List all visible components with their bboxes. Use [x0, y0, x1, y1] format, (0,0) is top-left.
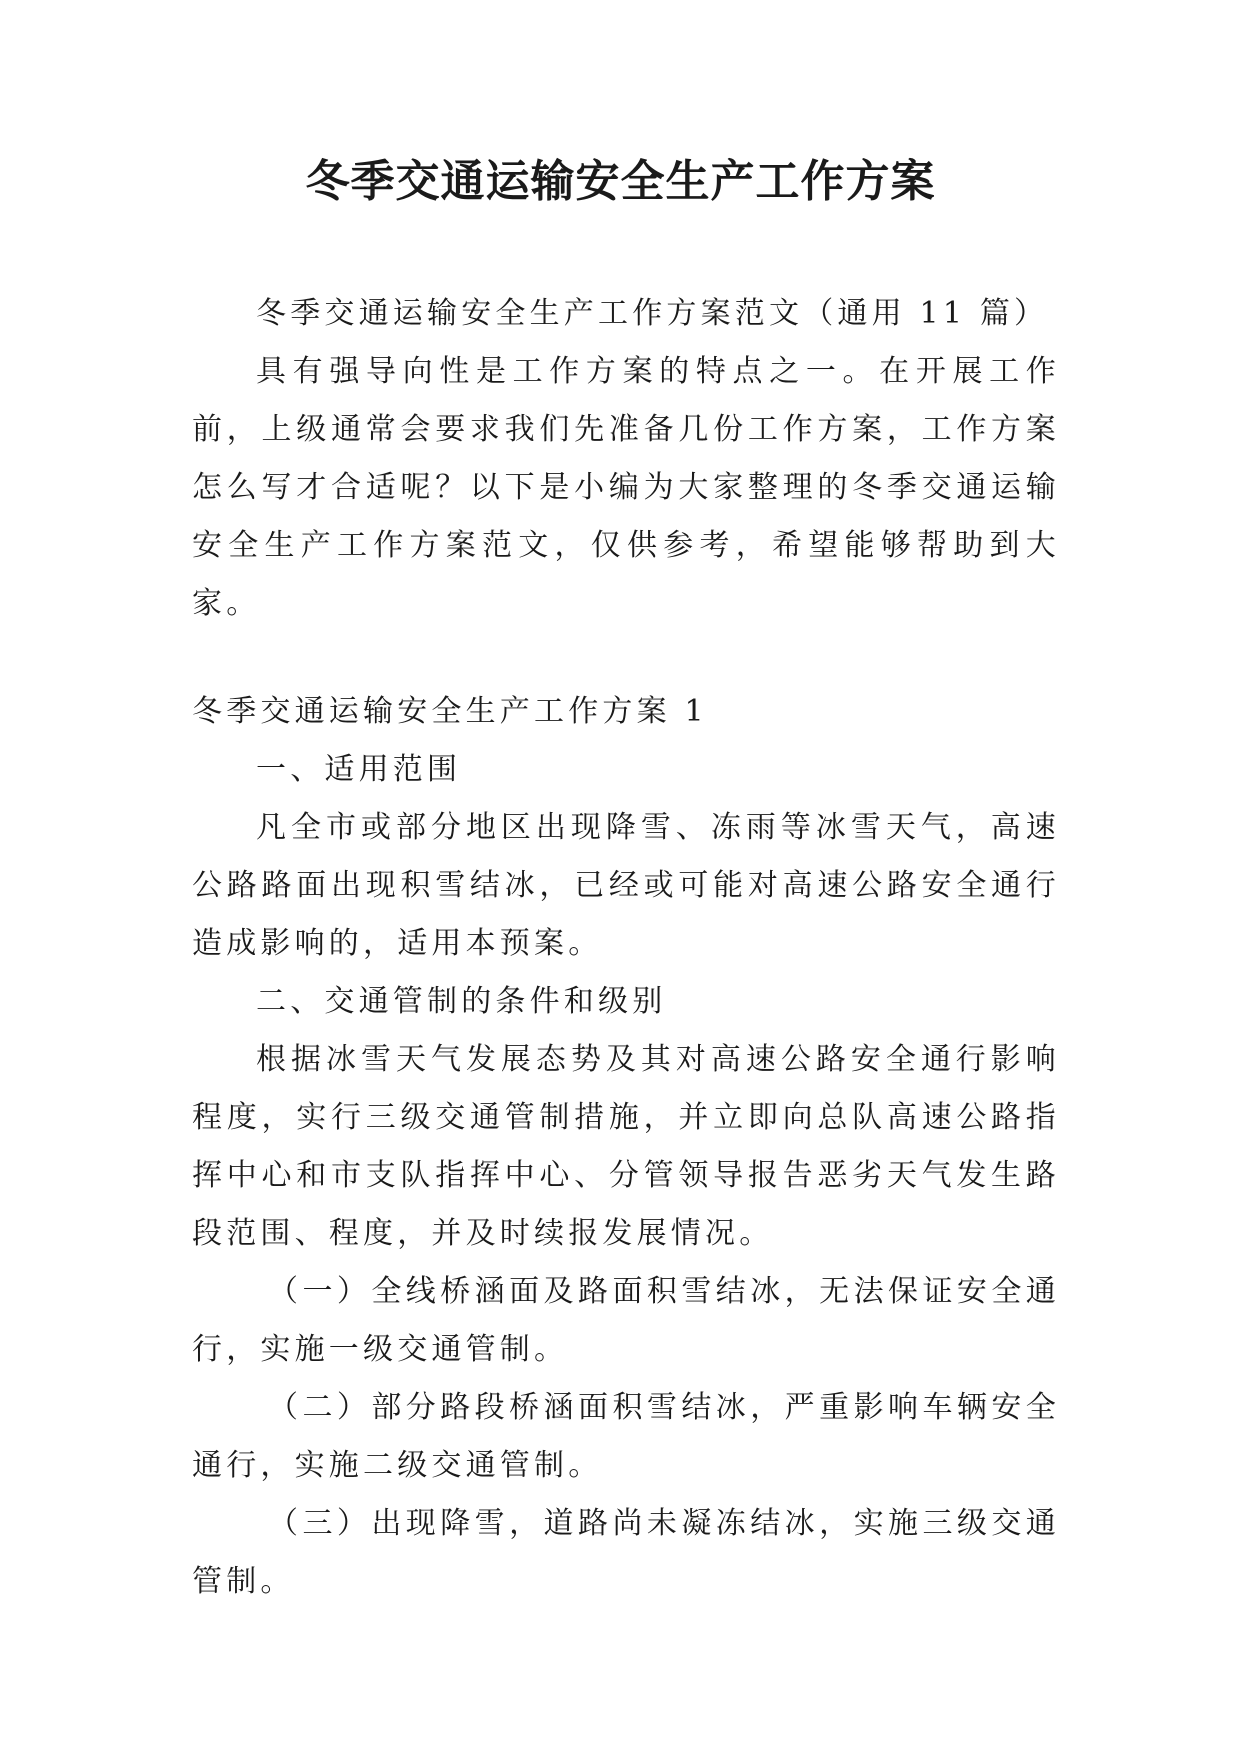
- control-levels-paragraph: 根据冰雪天气发展态势及其对高速公路安全通行影响程度，实行三级交通管制措施，并立即向总队高速公路指挥中心和市支队指挥中心、分管领导报告恶劣天气发生路段范围、程度，并及时续报发展情况。: [192, 1042, 1060, 1251]
- document-subtitle: 冬季交通运输安全生产工作方案范文（通用 11 篇）: [256, 296, 1049, 331]
- list-item-level-3: （三）出现降雪，道路尚未凝冻结冰，实施三级交通管制。: [192, 1506, 1060, 1599]
- heading-control-levels: 二、交通管制的条件和级别: [256, 984, 667, 1019]
- list-item-level-1: （一）全线桥涵面及路面积雪结冰，无法保证安全通行，实施一级交通管制。: [192, 1274, 1060, 1367]
- list-item-level-2: （二）部分路段桥涵面积雪结冰，严重影响车辆安全通行，实施二级交通管制。: [192, 1390, 1060, 1483]
- heading-scope: 一、适用范围: [256, 752, 462, 787]
- scope-paragraph: 凡全市或部分地区出现降雪、冻雨等冰雪天气，高速公路路面出现积雪结冰，已经或可能对高速公路安全通行造成影响的，适用本预案。: [192, 810, 1060, 961]
- paragraph-gap: [192, 633, 1060, 683]
- section-heading: 冬季交通运输安全生产工作方案 1: [192, 694, 708, 729]
- intro-paragraph: 具有强导向性是工作方案的特点之一。在开展工作前，上级通常会要求我们先准备几份工作方案，工作方案怎么写才合适呢？以下是小编为大家整理的冬季交通运输安全生产工作方案范文，仅供参考，希望能够帮助到大家。: [192, 354, 1060, 621]
- document-body: [192, 285, 1060, 1611]
- document-title: 冬季交通运输安全生产工作方案: [305, 156, 936, 207]
